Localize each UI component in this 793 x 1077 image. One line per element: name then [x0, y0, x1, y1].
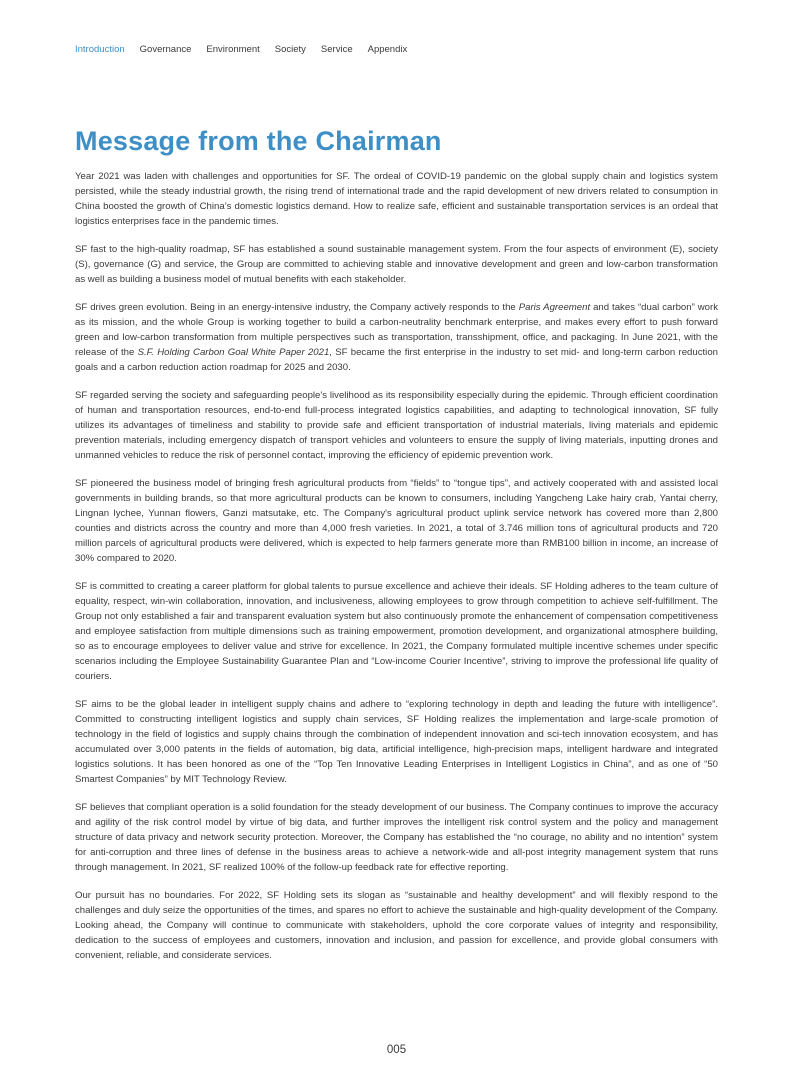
paragraph: SF believes that compliant operation is a solid foundation for the steady development of our business. The Company continues to improve the accuracy and agility of the risk control model by virtue of big data, and further improves the intelligent risk control system and the policy and management structure of data privacy and network security protection. Moreover, the Company has established the “no courage, no ability and no intention” system for anti-corruption and three lines of defense in the business areas to achieve a network-wide and all-post integrity management system that runs through management. In 2021, SF realized 100% of the follow-up feedback rate for effective reporting.	[75, 802, 718, 873]
nav-item-introduction[interactable]: Introduction	[75, 44, 125, 55]
nav-item-service[interactable]: Service	[320, 44, 353, 55]
body-text	[75, 170, 718, 977]
paragraph: SF drives green evolution. Being in an energy-intensive industry, the Company actively responds to the Paris Agreement and takes “dual carbon” work as its mission, and the whole Group is working together to build a carbon-neutrality benchmark enterprise, and makes every effort to push forward green and low-carbon transformation from multiple perspectives such as transportation, transshipment, office, and packaging. In June 2021, with the release of the S.F. Holding Carbon Goal White Paper 2021, SF became the first enterprise in the industry to set mid- and long-term carbon reduction goals and a carbon reduction action roadmap for 2025 and 2030.	[75, 302, 718, 373]
paragraph: SF pioneered the business model of bringing fresh agricultural products from “fields” to “tongue tips”, and actively cooperated with and assisted local governments in building brands, so that more agricultural products can be known to consumers, including Yangcheng Lake hairy crab, Yantai cherry, Lingnan lychee, Yunnan flowers, Ganzi matsutake, etc. The Company's agricultural product uplink service network has covered more than 2,800 counties and districts across the country and more than 4,000 fresh varieties. In 2021, a total of 3.746 million tons of agricultural products and 720 million parcels of agricultural products were delivered, which is expected to help farmers generate more than RMB100 billion in income, an increase of 30% compared to 2020.	[75, 478, 718, 564]
page-title: Message from the Chairman	[75, 126, 442, 156]
nav-item-governance[interactable]: Governance	[139, 44, 192, 55]
top-navigation	[75, 44, 422, 55]
paragraph: Year 2021 was laden with challenges and opportunities for SF. The ordeal of COVID-19 pandemic on the global supply chain and logistics system persisted, while the steady industrial growth, the rising trend of international trade and the rapid development of new drivers related to consumption in China boosted the growth of China’s domestic logistics demand. How to realize safe, efficient and sustainable transportation services is an ordeal that logistics enterprises face in the pandemic times.	[75, 171, 718, 227]
nav-item-society[interactable]: Society	[274, 44, 306, 55]
paragraph: Our pursuit has no boundaries. For 2022, SF Holding sets its slogan as “sustainable and healthy development” and will flexibly respond to the challenges and duly seize the opportunities of the times, and spares no effort to achieve the sustainable and high-quality development of the Company. Looking ahead, the Company will continue to communicate with stakeholders, uphold the core corporate values of integrity and responsibility, dedication to the success of employees and customers, innovation and inclusion, and passion for excellence, and provide global consumers with convenient, reliable, and considerate services.	[75, 890, 718, 961]
page-number: 005	[386, 1044, 407, 1056]
paragraph: SF regarded serving the society and safeguarding people's livelihood as its responsibility especially during the epidemic. Through efficient coordination of human and transportation resources, end-to-end full-process integrated logistics capabilities, and adapting to technological innovation, SF fully utilizes its advantages of timeliness and stability to provide safe and efficient transportation of industrial materials, living materials and epidemic prevention materials, including emergency dispatch of transport vehicles and volunteers to ensure the supply of living materials, inputting drones and unmanned vehicles to reduce the risk of personnel contact, improving the efficiency of epidemic prevention work.	[75, 390, 718, 461]
nav-item-environment[interactable]: Environment	[206, 44, 260, 55]
paragraph: SF is committed to creating a career platform for global talents to pursue excellence and achieve their ideals. SF Holding adheres to the team culture of equality, respect, win-win collaboration, innovation, and inclusiveness, allowing employees to grow through competition to achieve self-fulfillment. The Group not only established a fair and transparent evaluation system but also continuously promote the enhancement of compensation competitiveness and employee satisfaction from multiple dimensions such as training empowerment, promotion development, and organizational atmosphere building, so as to encourage employees to deliver value and strive for excellence. In 2021, the Company formulated multiple incentive schemes under specific scenarios including the Employee Sustainability Guarantee Plan and “Low-income Courier Incentive”, striving to improve the professional life quality of couriers.	[75, 581, 718, 682]
italic-title: Paris Agreement	[518, 302, 591, 314]
italic-title: S.F. Holding Carbon Goal White Paper 2021	[137, 347, 330, 359]
paragraph: SF aims to be the global leader in intelligent supply chains and adhere to “exploring technology in depth and leading the future with intelligence”. Committed to constructing intelligent logistics and supply chain services, SF Holding realizes the implementation and large-scale promotion of technology in the field of logistics and supply chains through the combination of independent innovation and sci-tech innovation ecosystem, and has accumulated over 3,000 patents in the fields of automation, big data, artificial intelligence, high-precision maps, intelligent hardware and integrated logistics solutions. It has been honored as one of the “Top Ten Innovative Leading Enterprises in Intelligent Logistics in China”, and as one of “50 Smartest Companies” by MIT Technology Review.	[75, 699, 718, 785]
nav-item-appendix[interactable]: Appendix	[367, 44, 408, 55]
paragraph: SF fast to the high-quality roadmap, SF has established a sound sustainable management system. From the four aspects of environment (E), society (S), governance (G) and service, the Group are committed to achieving stable and innovative development and green and low-carbon transformation as well as building a business model of mutual benefits with each stakeholder.	[75, 244, 718, 285]
